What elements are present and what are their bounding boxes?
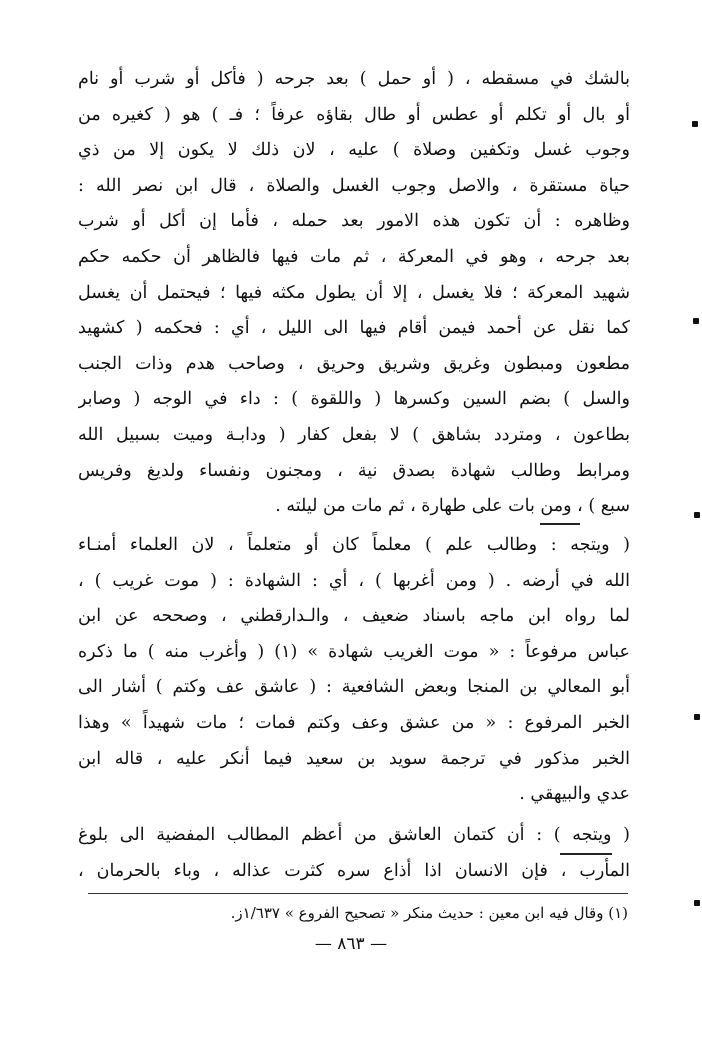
text-line: حياة مستقرة ، والاصل وجوب الغسل والصلاة ، قال ابن نصر الله : [78,175,630,196]
margin-mark [693,318,699,324]
text-line: والسل ) بضم السين وكسرها ( واللقوة ) : داء في الوجه ( وصابر [78,389,630,410]
text-line: الخبر المرفوع : « من عشق وعف وكتم فمات ؛ مات شهيداً » وهذا [78,712,630,733]
text-line: شهيد المعركة ؛ فلا يغسل ، إلا أن يطول مكثه فيها ؛ فيحتمل أن يغسل [78,282,630,303]
text-line: وظاهره : أن تكون هذه الامور بعد حمله ، فأما إن أكل أو شرب [78,211,630,232]
text-line: ومرابط وطالب شهادة بصدق نية ، ومجنون ونفساء ولديغ وفريس [78,460,630,481]
text-line: أو بال أو تكلم أو عطس أو طال بقاؤه عرفاً ؛ فـ ) هو ( كغيره من [78,104,630,125]
text-line: بعد جرحه ، وهو في المعركة ، ثم مات فيها فالظاهر أن حكمه حكم [78,246,630,267]
text-line: عباس مرفوعاً : « موت الغريب شهادة » (١) ( وأغرب منه ) ما ذكره [78,641,630,662]
text-line: أبو المعالي بن المنجا وبعض الشافعية : ( عاشق عف وكتم ) أشار الى [78,677,630,698]
margin-mark [694,512,700,518]
margin-mark [692,121,698,127]
paragraph-2 [78,528,630,813]
text-line: الله في أرضه . ( ومن أغربها ) ، أي : الشهادة : ( موت غريب ) ، [78,570,630,591]
text-line: ( ويتجه : وطالب علم ) معلماً كان أو متعلماً ، لان العلماء أمنـاء [78,535,630,555]
keyword-underline [560,853,612,855]
text-line: ( ويتجه ) : أن كتمان العاشق من أعظم المطالب المفضية الى بلوغ [78,825,630,845]
text-line: لما رواه ابن ماجه باسناد ضعيف ، والـدارقطني ، وصححه عن ابن [78,606,630,627]
text-line: سبع ) ، ومن بات على طهارة ، ثم مات من ليلته . [275,496,630,517]
footnote: (١) وقال فيه ابن معين : حديث منكر « تصحيح الفروع » ١/٦٣٧ز. [230,904,628,922]
page-number: — ٨٦٣ — [314,934,388,954]
keyword-overline [540,523,580,525]
paragraph-3 [78,818,630,889]
text-line: المأرب ، فإن الانسان اذا أذاع سره كثرت عذاله ، وباء بالحرمان ، [78,860,630,881]
text-line: كما نقل عن أحمد فيمن أقام فيها الى الليل ، أي : فحكمه ( كشهيد [78,318,630,339]
margin-mark [694,714,700,720]
text-line: عدي والبيهقي . [519,784,630,805]
text-line: وجوب غسل وتكفين وصلاة ) عليه ، لان ذلك لا يكون إلا من ذي [78,140,630,161]
footnote-separator [88,893,628,894]
text-line: مطعون ومبطون وغريق وشريق وحريق ، وصاحب هدم وذات الجنب [78,353,630,374]
text-line: بالشك في مسقطه ، ( أو حمل ) بعد جرحه ( فأكل أو شرب أو نام [78,69,630,89]
text-line: الخبر مذكور في ترجمة سويد بن سعيد فيما أنكر عليه ، قاله ابن [78,748,630,769]
text-line: بطاعون ، ومتردد بشاهق ) لا بفعل كفار ( ودابـة وميت بسبيل الله [78,424,630,445]
paragraph-1 [78,62,630,525]
margin-mark [694,900,700,906]
